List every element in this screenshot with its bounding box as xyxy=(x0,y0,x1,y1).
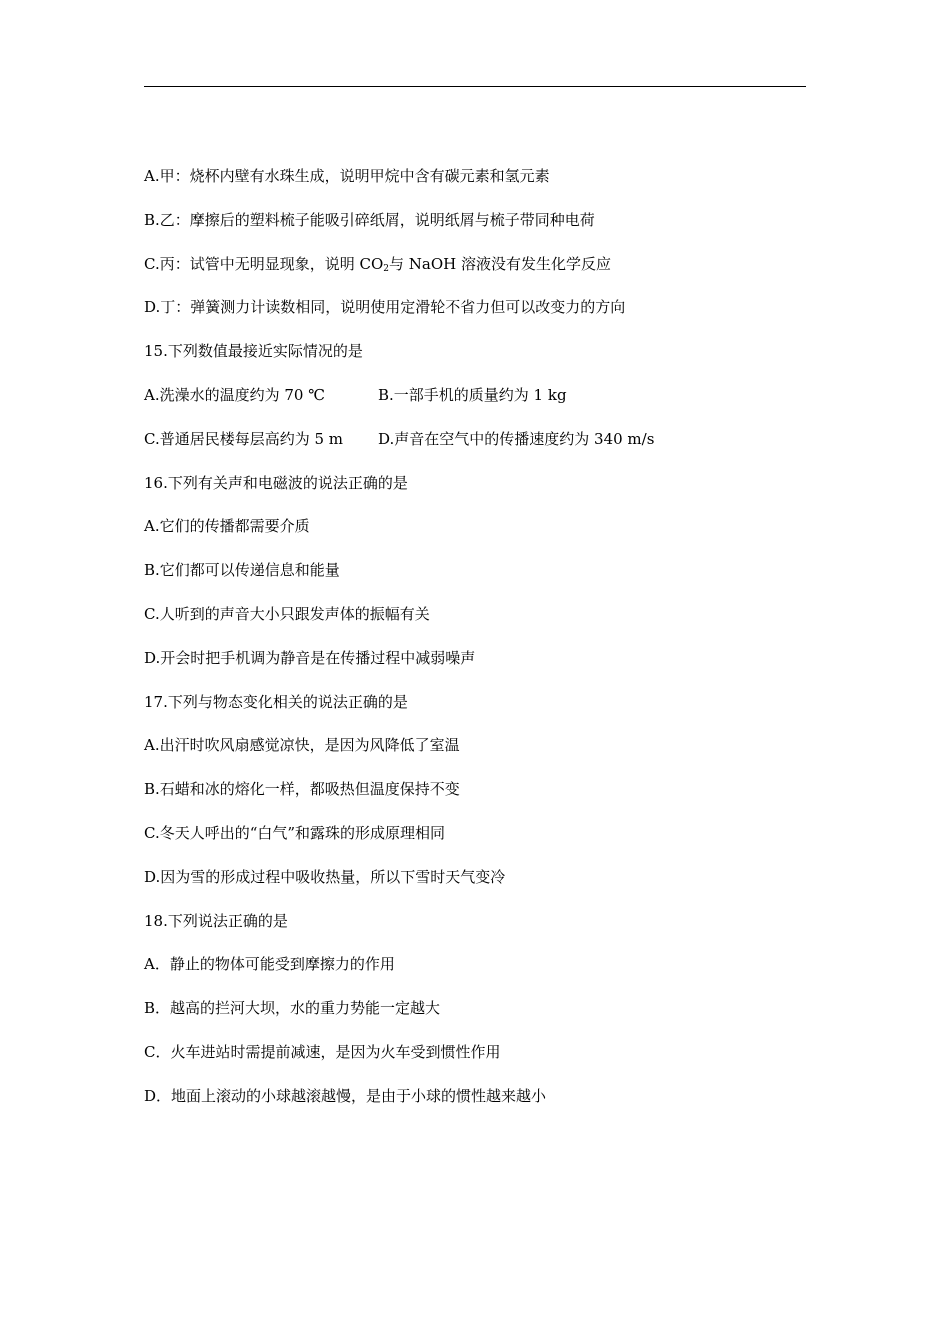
q18-option-c: C．火车进站时需提前减速，是因为火车受到惯性作用 xyxy=(144,1042,501,1061)
option-a-jia: A.甲：烧杯内壁有水珠生成，说明甲烷中含有碳元素和氢元素 xyxy=(144,167,550,185)
question-18: 18.下列说法正确的是 xyxy=(144,911,288,930)
q16-option-d: D.开会时把手机调为静音是在传播过程中减弱噪声 xyxy=(144,648,476,667)
document-body xyxy=(144,166,824,1130)
question-17: 17.下列与物态变化相关的说法正确的是 xyxy=(144,692,408,711)
option-c-text-post: 与 NaOH 溶液没有发生化学反应 xyxy=(389,254,611,273)
q15-options-ab xyxy=(144,385,824,405)
q15-option-d: D.声音在空气中的传播速度约为 340 m/s xyxy=(378,429,655,448)
q17-option-a: A.出汗时吹风扇感觉凉快，是因为风降低了室温 xyxy=(144,736,460,755)
q15-option-b: B.一部手机的质量约为 1 kg xyxy=(378,385,567,404)
option-c-bing xyxy=(144,254,824,274)
option-d-ding: D.丁：弹簧测力计读数相同，说明使用定滑轮不省力但可以改变力的方向 xyxy=(144,298,626,317)
q15-option-c: C.普通居民楼每层高约为 5 m xyxy=(144,429,344,448)
option-b-yi: B.乙：摩擦后的塑料梳子能吸引碎纸屑，说明纸屑与梳子带同种电荷 xyxy=(144,210,595,229)
q15-option-a: A.洗澡水的温度约为 70 ℃ xyxy=(144,385,326,404)
subscript-2: 2 xyxy=(383,263,389,274)
question-16: 16.下列有关声和电磁波的说法正确的是 xyxy=(144,473,408,492)
q18-option-d: D．地面上滚动的小球越滚越慢，是由于小球的惯性越来越小 xyxy=(144,1086,547,1105)
q16-option-c: C.人听到的声音大小只跟发声体的振幅有关 xyxy=(144,604,430,623)
q15-options-cd xyxy=(144,429,824,449)
q17-option-b: B.石蜡和冰的熔化一样，都吸热但温度保持不变 xyxy=(144,780,460,799)
q17-option-d: D.因为雪的形成过程中吸收热量，所以下雪时天气变冷 xyxy=(144,867,506,886)
q16-option-b: B.它们都可以传递信息和能量 xyxy=(144,561,340,580)
q16-option-a: A.它们的传播都需要介质 xyxy=(144,517,310,536)
question-15: 15.下列数值最接近实际情况的是 xyxy=(144,342,363,361)
q18-option-a: A．静止的物体可能受到摩擦力的作用 xyxy=(144,955,395,974)
q17-option-c: C.冬天人呼出的“白气”和露珠的形成原理相同 xyxy=(144,823,446,842)
option-c-text-pre: C.丙：试管中无明显现象，说明 CO xyxy=(144,254,384,273)
q18-option-b: B．越高的拦河大坝，水的重力势能一定越大 xyxy=(144,999,441,1018)
header-rule xyxy=(144,86,806,87)
